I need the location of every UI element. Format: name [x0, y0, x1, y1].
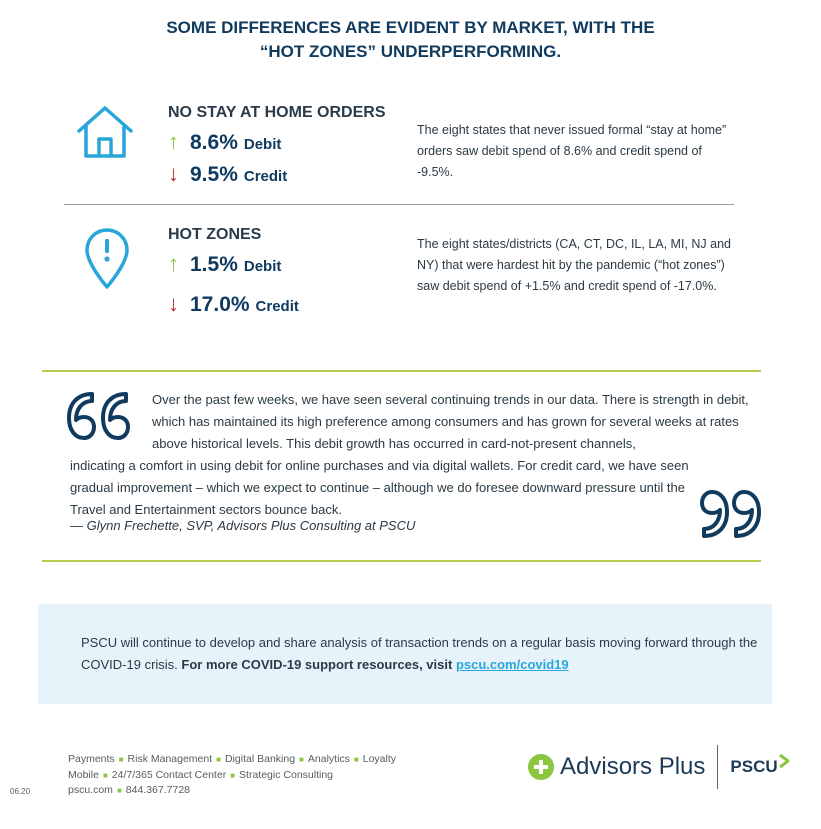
arrow-up-icon: ↑: [168, 129, 179, 154]
quote-text-indented: Over the past few weeks, we have seen several continuing trends in our data. There is strength in debit, which has maintained its high preference among consumers and has grown for several weeks at rates above historical levels. This debit growth has occurred in card-not-present channels,: [152, 392, 749, 451]
brand-divider: [717, 745, 718, 789]
stat-debit-no-stay: [168, 131, 281, 155]
stat-label: Credit: [255, 298, 299, 315]
stat-credit-no-stay: [168, 163, 287, 187]
footer-line-2: [68, 768, 396, 784]
close-quote-icon: [698, 488, 762, 540]
stat-value: 17.0%: [190, 293, 250, 316]
footer-item: Digital Banking: [225, 753, 296, 765]
section-divider: [64, 204, 734, 205]
footer-item: Mobile: [68, 768, 99, 781]
quote-author: — Glynn Frechette, SVP, Advisors Plus Consulting at PSCU: [70, 518, 416, 533]
stat-label: Debit: [243, 136, 282, 153]
covid19-link[interactable]: pscu.com/covid19: [455, 657, 569, 672]
section-heading-hot-zones: HOT ZONES: [168, 226, 262, 243]
footer-item: Analytics: [307, 753, 350, 765]
stat-value: 8.6%: [190, 131, 238, 154]
pscu-logo: [730, 757, 777, 777]
footer-item: Risk Management: [127, 753, 213, 765]
resources-callout: [38, 604, 772, 704]
section-description-hot-zones: The eight states/districts (CA, CT, DC, IL, LA, MI, NJ and NY) that were hardest hit by the pandemic (“hot zones”) saw debit spend of +1.5% and credit spend of -17.0%.: [417, 237, 731, 293]
footer-services: [68, 752, 396, 799]
page-title: [0, 16, 821, 64]
stat-label: Debit: [243, 258, 282, 275]
footer-line-1: [68, 752, 396, 768]
bullet-icon: ■: [216, 755, 221, 764]
arrow-down-icon: ↓: [168, 161, 179, 186]
quote-text-full: indicating a comfort in using debit for online purchases and via digital wallets. For credit card, we have seen gradual improvement – which we expect to continue – although we do foresee downward pressure until the Travel and Entertainment sectors bounce back.: [70, 458, 689, 517]
bullet-icon: ■: [299, 755, 304, 764]
quote-top-rule: [42, 370, 761, 372]
stat-value: 9.5%: [190, 163, 238, 186]
footer-website-link[interactable]: pscu.com: [68, 784, 113, 796]
bullet-icon: ■: [116, 786, 122, 795]
stat-label: Credit: [243, 168, 288, 185]
footer-phone: 844.367.7728: [125, 784, 191, 796]
arrow-up-icon: ↑: [168, 251, 179, 276]
footer-item: Payments: [68, 753, 115, 765]
pscu-chevron-icon: [778, 753, 790, 769]
section-heading-no-stay: NO STAY AT HOME ORDERS: [168, 104, 386, 121]
title-line-1: SOME DIFFERENCES ARE EVIDENT BY MARKET, WITH THE: [166, 18, 655, 37]
footer-item: 24/7/365 Contact Center: [111, 768, 227, 781]
stat-value: 1.5%: [190, 253, 238, 276]
title-line-2: “HOT ZONES” UNDERPERFORMING.: [259, 42, 562, 61]
section-description-no-stay: The eight states that never issued formal “stay at home” orders saw debit spend of 8.6% and credit spend of -9.5%.: [417, 123, 727, 179]
footer-item: Strategic Consulting: [239, 768, 334, 781]
map-pin-alert-icon: [84, 228, 130, 290]
quote-bottom-rule: [42, 560, 761, 562]
pscu-wordmark: PSCU: [730, 757, 778, 776]
quote-body: [70, 389, 760, 521]
arrow-down-icon: ↓: [168, 291, 179, 316]
stat-credit-hot-zones: [168, 293, 299, 317]
footer-line-3: [68, 783, 396, 799]
bullet-icon: ■: [118, 755, 124, 764]
stat-debit-hot-zones: [168, 253, 281, 277]
callout-bold: For more COVID-19 support resources, visit: [181, 657, 456, 672]
callout-text: [81, 632, 761, 676]
footer-item: Loyalty: [362, 753, 397, 765]
brand-name: Advisors Plus: [560, 753, 706, 780]
bullet-icon: ■: [230, 770, 236, 780]
bullet-icon: ■: [353, 755, 359, 764]
bullet-icon: ■: [102, 770, 108, 780]
document-code: 06.20: [10, 787, 31, 796]
house-icon: [76, 105, 134, 159]
callout-body: PSCU will continue to develop and share analysis of transaction trends on a regular basis moving forward through the COVID-19 crisis.: [81, 635, 758, 672]
brand-logo: [528, 745, 778, 789]
plus-circle-icon: [528, 754, 554, 780]
